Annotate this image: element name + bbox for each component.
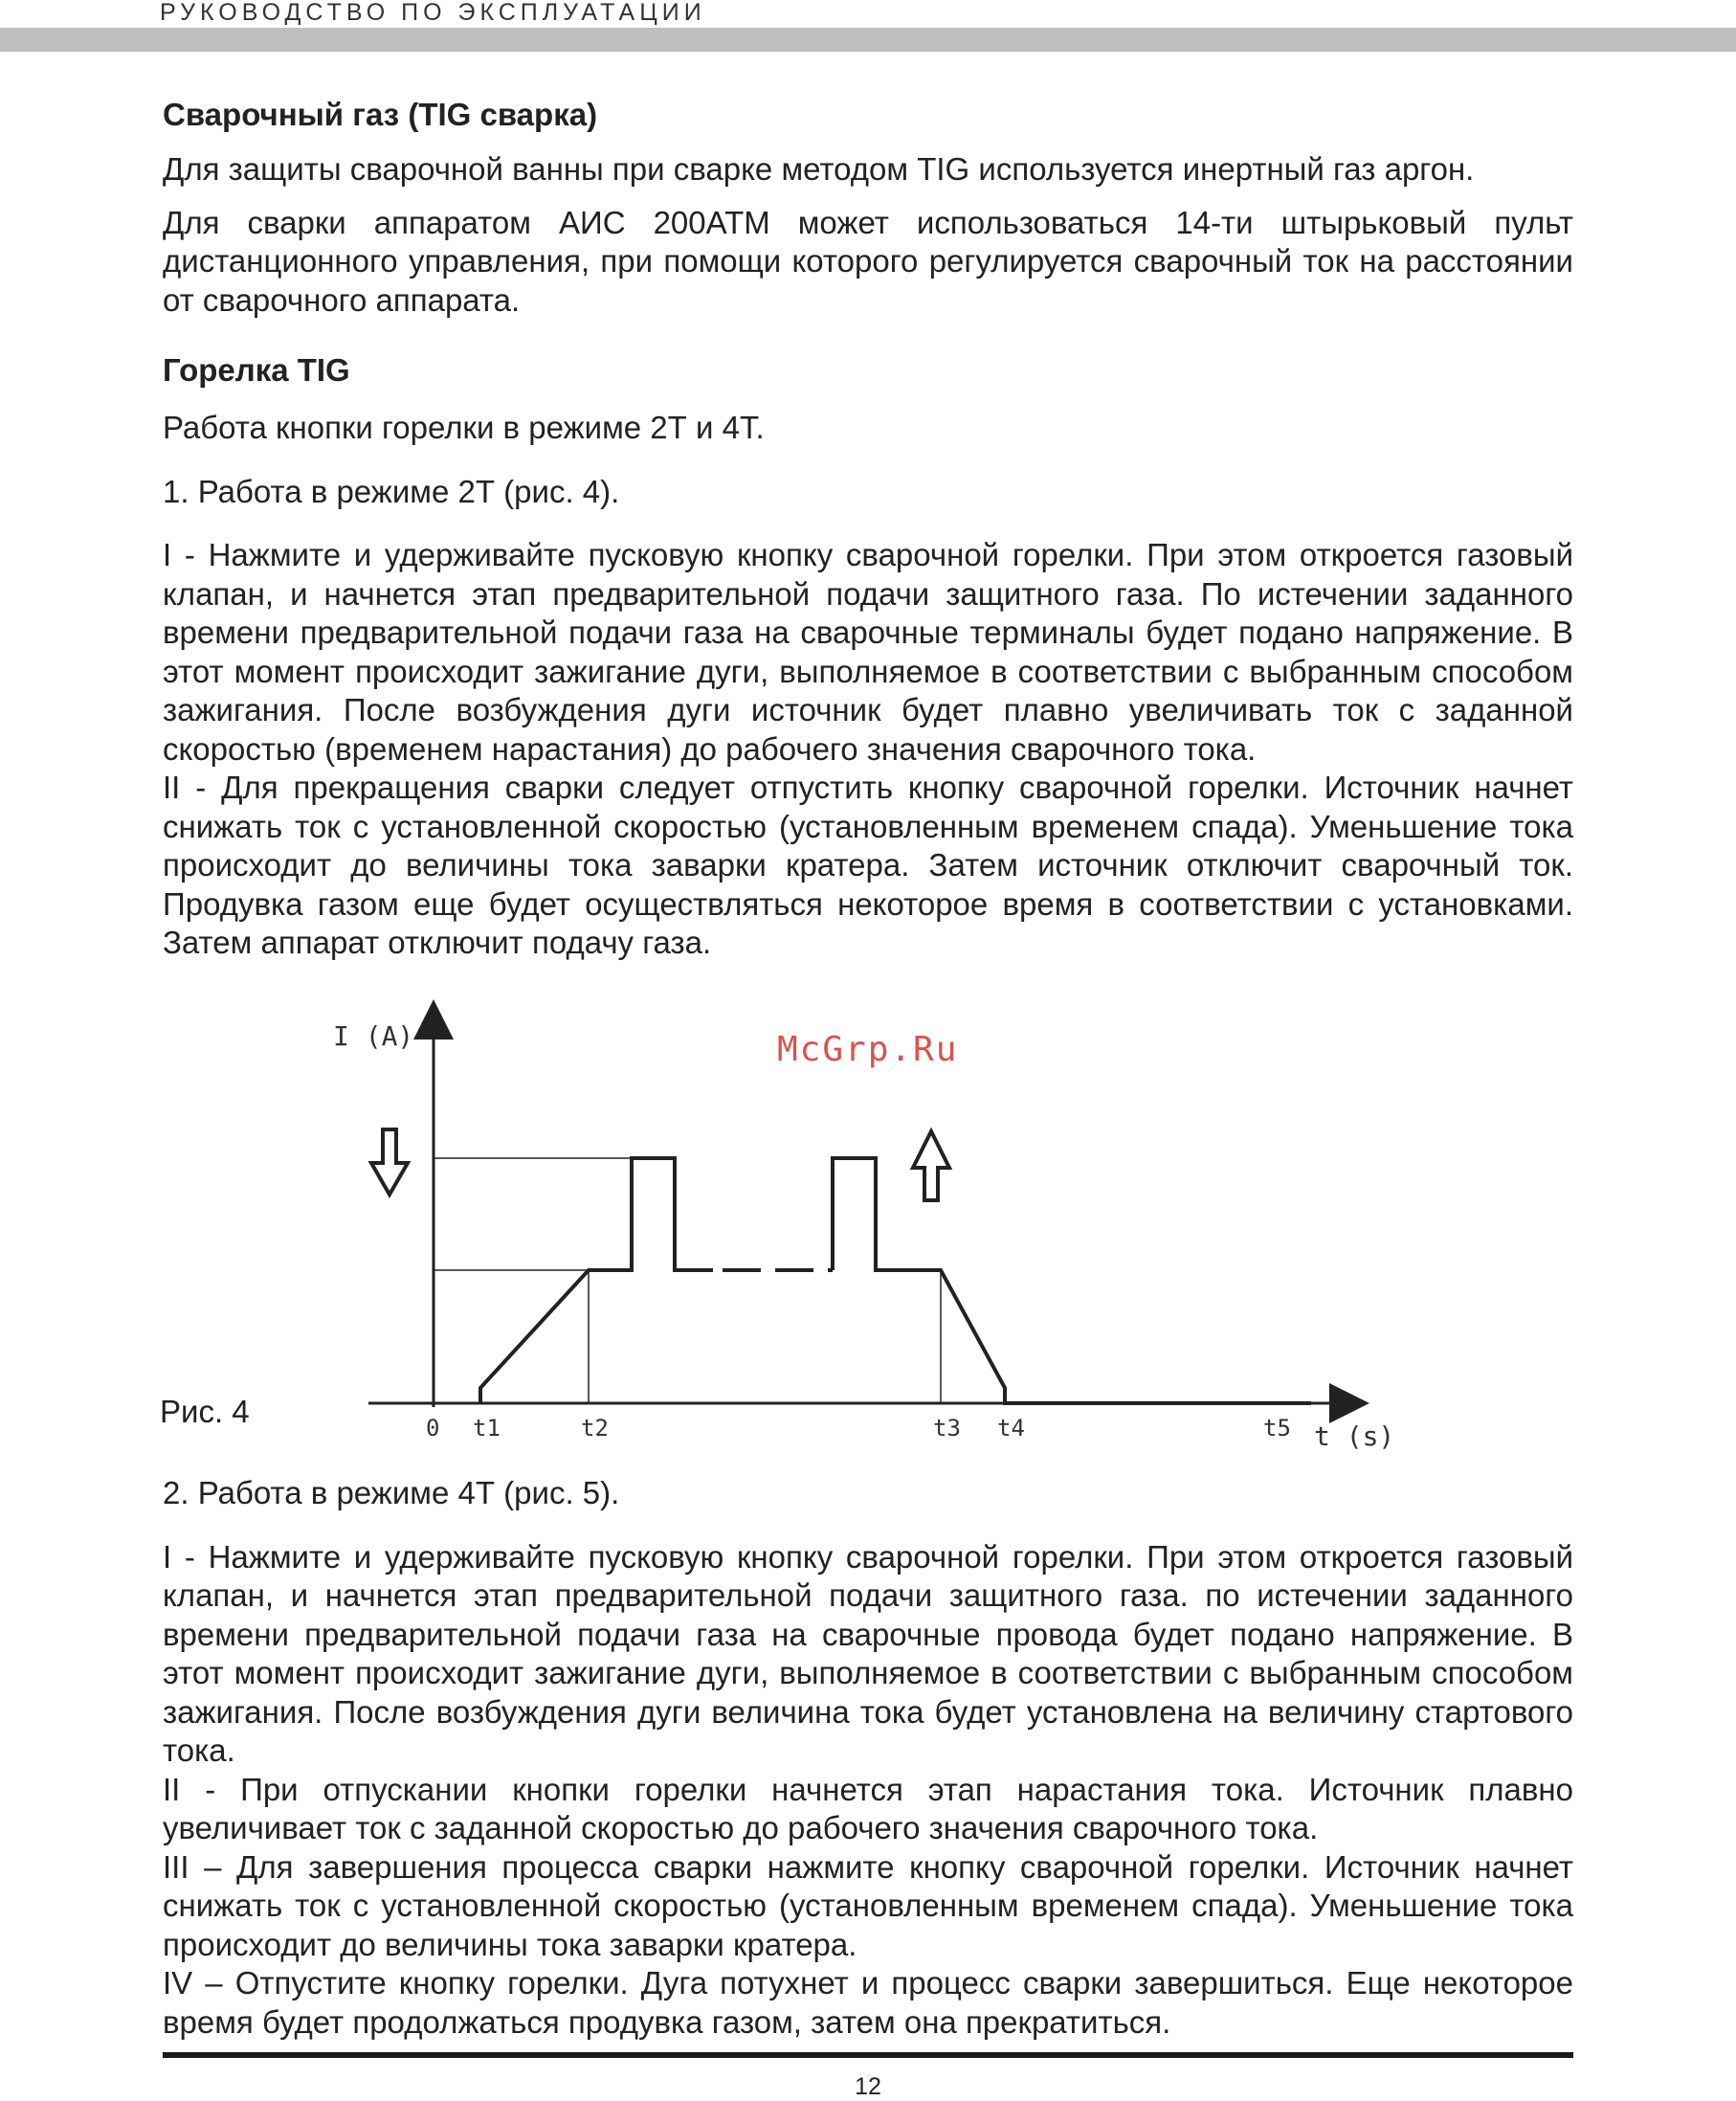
x-axis-label: t (s) bbox=[1314, 1420, 1395, 1452]
x-tick-label-t1: t1 bbox=[473, 1415, 501, 1442]
section-gas-paragraph-2: Для сварки аппаратом АИС 200АТМ может использоваться 14-ти штырьковый пульт дистанционного управления, при помощи которого регулируется сварочный ток на расстоянии от сварочного аппарата. bbox=[163, 204, 1573, 318]
mode-4t-step-1: I - Нажмите и удерживайте пусковую кнопку сварочной горелки. При этом откроется газовый клапан, и начнется этап предварительной подачи защитного газа. по истечении заданного времени предварительной подачи газа на сварочные провода будет подано напряжение. В этот момент происходит зажигание дуги, выполняемое в соответствии с выбранным способом зажигания. После возбуждения дуги величина тока будет установлена на величину стартового тока. bbox=[163, 1538, 1573, 1768]
section-4t bbox=[163, 1474, 1573, 2042]
current-waveform-2 bbox=[833, 1158, 1311, 1403]
release-arrow-up-icon bbox=[913, 1131, 949, 1200]
page-number: 12 bbox=[855, 2073, 881, 2100]
torch-intro: Работа кнопки горелки в режиме 2Т и 4Т. bbox=[163, 410, 765, 445]
x-tick-label-t2: t2 bbox=[581, 1415, 609, 1442]
watermark: McGrp.Ru bbox=[777, 1030, 959, 1069]
mode-4t-step-2: II - При отпускании кнопки горелки начнется этап нарастания тока. Источник плавно увеличивает ток с заданной скоростью до рабочего значения сварочного тока. bbox=[163, 1771, 1573, 1845]
mode-2t-step-2: II - Для прекращения сварки следует отпустить кнопку сварочной горелки. Источник начнет снижать ток с установленной скоростью (установленным временем спада). Уменьшение тока происходит до величины тока заварки кратера. Затем источник отключит сварочный ток. Продувка газом еще будет осуществляться некоторое время в соответствии с установками. Затем аппарат отключит подачу газа. bbox=[163, 770, 1573, 960]
mode-2t-step-1: I - Нажмите и удерживайте пусковую кнопку сварочной горелки. При этом откроется газовый клапан, и начнется этап предварительной подачи защитного газа. По истечении заданного времени предварительной подачи газа на сварочные терминалы будет подано напряжение. В этот момент происходит зажигание дуги, выполняемое в соответствии с выбранным способом зажигания. После возбуждения дуги источник будет плавно увеличивать ток с заданной скоростью (временем нарастания) до рабочего значения сварочного тока. bbox=[163, 537, 1573, 767]
mode-4t-step-3: III – Для завершения процесса сварки нажмите кнопку сварочной горелки. Источник начнет снижать ток с установленной скоростью (установленным временем спада). Уменьшение тока происходит до величины тока заварки кратера. bbox=[163, 1848, 1573, 1962]
section-torch bbox=[163, 351, 1573, 963]
x-tick-labels bbox=[426, 1415, 1291, 1442]
x-tick-label-t5: t5 bbox=[1263, 1415, 1291, 1442]
mode-4t-step-4: IV – Отпустите кнопку горелки. Дуга потухнет и процесс сварки завершиться. Еще некоторое время будет продолжаться продувка газом, затем она прекратиться. bbox=[163, 1965, 1573, 2040]
section-torch-title: Горелка TIG bbox=[163, 352, 350, 388]
x-tick-label-t4: t4 bbox=[997, 1415, 1025, 1442]
mode-4t-title: 2. Работа в режиме 4Т (рис. 5). bbox=[163, 1475, 620, 1510]
section-gas-paragraph-1: Для защиты сварочной ванны при сварке методом TIG используется инертный газ аргон. bbox=[163, 151, 1475, 187]
x-tick-label-0: 0 bbox=[426, 1415, 440, 1442]
mode-2t-title: 1. Работа в режиме 2Т (рис. 4). bbox=[163, 473, 620, 509]
y-axis-label: I (A) bbox=[333, 1020, 414, 1052]
figure-caption: Рис. 4 bbox=[160, 1394, 250, 1429]
header-bar bbox=[0, 28, 1736, 52]
x-tick-label-t3: t3 bbox=[933, 1415, 961, 1442]
footer-divider bbox=[163, 2052, 1573, 2058]
header-title: РУКОВОДСТВО ПО ЭКСПЛУАТАЦИИ bbox=[160, 0, 706, 26]
figure-4-chart bbox=[333, 1005, 1397, 1455]
section-gas-title: Сварочный газ (TIG сварка) bbox=[163, 97, 598, 132]
section-gas bbox=[163, 96, 1573, 320]
current-waveform bbox=[480, 1158, 713, 1403]
press-arrow-down-icon bbox=[371, 1129, 408, 1195]
